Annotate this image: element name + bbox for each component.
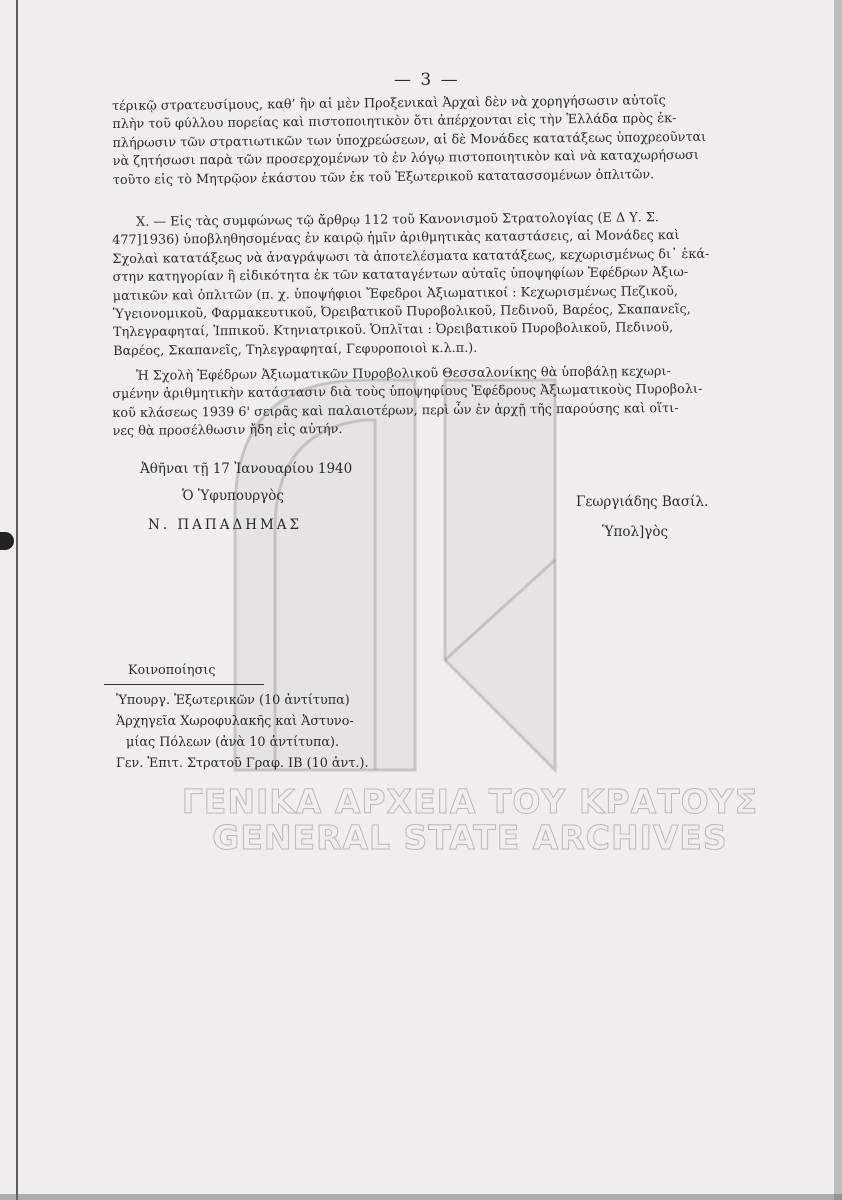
signature-title: Ὁ Ὑφυπουργὸς xyxy=(182,488,284,504)
notifications-list xyxy=(116,690,369,774)
watermark-greek: ΓΕΝΙΚΑ ΑΡΧΕΙΑ ΤΟΥ ΚΡΑΤΟΥΣ xyxy=(181,782,759,821)
punch-hole xyxy=(0,532,14,550)
watermark-english: GENERAL STATE ARCHIVES xyxy=(212,818,728,857)
text-line: σμένην ἀριθμητικὴν κατάστασιν διὰ τοὺς ὑποψηφίους Ἐφέδρους Ἀξιωματικοὺς Πυροβολι- xyxy=(112,382,703,403)
text-line: Σχολαὶ κατατάξεως νὰ ἀναγράψωσι τὰ ἀποτελέσματα κατατάξεως, κεχωρισμένως δι᾿ ἑκά- xyxy=(112,246,710,267)
text-line: 477]1936) ὑποβληθησομένας ἐν καιρῷ ἡμῖν ἀριθμητικὰς καταστάσεις, αἱ Μονάδες καὶ xyxy=(112,228,680,249)
text-line: κοῦ κλάσεως 1939 6' σειρᾶς καὶ παλαιοτέρων, περὶ ὧν ἐν ἀρχῇ τῆς παρούσης καὶ οἵτι- xyxy=(112,400,679,421)
countersign-title: Ὑπολ]γὸς xyxy=(602,524,669,540)
scan-edge-left xyxy=(16,0,18,1200)
notifications-divider xyxy=(104,684,264,685)
text-line: τέρικῷ στρατευσίμους, καθ’ ἣν αἱ μὲν Προξενικαὶ Ἀρχαὶ δὲν νὰ χορηγήσωσιν αὐτοῖς xyxy=(112,93,666,114)
text-line: Ὑγειονομικοῦ, Φαρμακευτικοῦ, Ὀρειβατικοῦ Πυροβολικοῦ, Πεδινοῦ, Βαρέος, Σκαπανεῖς, xyxy=(112,301,691,322)
signature-date: Ἀθῆναι τῇ 17 Ἰανουαρίου 1940 xyxy=(140,461,353,477)
text-line: Ἡ Σχολὴ Ἐφέδρων Ἀξιωματικῶν Πυροβολικοῦ Θεσσαλονίκης θὰ ὑποβάλῃ κεχωρι- xyxy=(136,364,671,384)
text-line: τοῦτο εἰς τὸ Μητρῷον ἑκάστου τῶν ἐκ τοῦ Ἐξωτερικοῦ κατατασσομένων ὁπλιτῶν. xyxy=(112,166,655,188)
text-line: ματικῶν καὶ ὁπλιτῶν (π. χ. ὑποψήφιοι Ἔφεδροι Ἀξιωματικοί : Κεχωρισμένως Πεζικοῦ, xyxy=(112,283,679,304)
signature-name: Ν. ΠΑΠΑΔΗΜΑΣ xyxy=(148,517,303,533)
countersign-name: Γεωργιάδης Βασίλ. xyxy=(576,494,709,510)
scan-edge-bottom xyxy=(0,1194,842,1200)
text-line: νες θὰ προσέλθωσιν ἤδη εἰς αὐτήν. xyxy=(112,422,343,440)
text-line: πλὴν τοῦ φύλλου πορείας καὶ πιστοποιητικὸν ὅτι ἀπέρχονται εἰς τὴν Ἑλλάδα πρὸς ἐκ- xyxy=(112,111,677,133)
scan-edge-right xyxy=(834,0,842,1200)
text-line: νὰ ζητήσωσι παρὰ τῶν προσερχομένων τὸ ἐν λόγῳ πιστοποιητικὸν καὶ νὰ καταχωρήσωσι xyxy=(112,148,699,170)
paragraph-3 xyxy=(112,362,761,441)
text-line: Τηλεγραφηταί, Ἱππικοῦ. Κτηνιατρικοῦ. Ὁπλῖται : Ὀρειβατικοῦ Πυροβολικοῦ, Πεδινοῦ, xyxy=(112,320,674,341)
notification-item: μίας Πόλεων (ἀνὰ 10 ἀντίτυπα). xyxy=(126,735,340,750)
text-line: Βαρέος, Σκαπανεῖς, Τηλεγραφηταί, Γεφυροποιοὶ κ.λ.π.). xyxy=(113,340,478,359)
notification-item: Γεν. Ἐπιτ. Στρατοῦ Γραφ. ΙΒ (10 ἀντ.). xyxy=(116,756,369,771)
paragraph-1 xyxy=(112,91,758,190)
notifications-heading: Κοινοποίησις xyxy=(128,663,216,678)
paragraph-2 xyxy=(112,208,761,361)
text-line: στην κατηγορίαν ἢ εἰδικότητα ἐκ τῶν καταταγέντων αὐταῖς ὑποψηφίων Ἐφέδρων Ἀξιω- xyxy=(112,265,689,286)
page-number: — 3 — xyxy=(394,70,460,90)
text-line: πλήρωσιν τῶν στρατιωτικῶν των ὑποχρεώσεων, αἱ δὲ Μονάδες κατατάξεως ὑποχρεοῦνται xyxy=(112,129,707,151)
notification-item: Ἀρχηγεῖα Χωροφυλακῆς καὶ Ἀστυνο- xyxy=(116,714,354,729)
text-line: Χ. — Εἰς τὰς συμφώνως τῷ ἄρθρῳ 112 τοῦ Κανονισμοῦ Στρατολογίας (Ε Δ Υ. Σ. xyxy=(136,210,659,230)
notification-item: Ὑπουργ. Ἐξωτερικῶν (10 ἀντίτυπα) xyxy=(116,693,350,708)
